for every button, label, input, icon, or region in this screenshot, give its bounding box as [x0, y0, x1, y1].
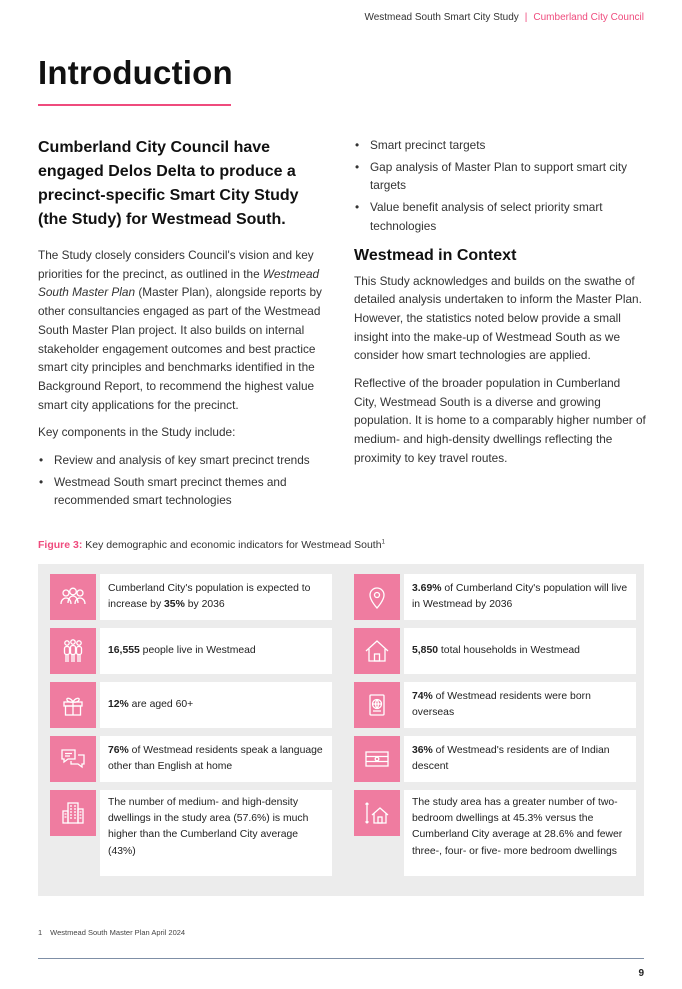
indicator-text: 16,555 people live in Westmead [100, 628, 332, 674]
indicator-text: 3.69% of Cumberland City's population will live in Westmead by 2036 [404, 574, 636, 620]
footnote [38, 928, 185, 937]
footnote-number: 1 [38, 928, 43, 937]
footnote-ref: 1 [381, 539, 385, 546]
indicator-text: 76% of Westmead residents speak a language other than English at home [100, 736, 332, 782]
figure-caption: Figure 3: Key demographic and economic indicators for Westmead South$^1$ [38, 539, 385, 551]
list-item: • Gap analysis of Master Plan to support smart city targets [354, 158, 646, 195]
crowd-icon [50, 628, 96, 674]
footer-divider [38, 958, 644, 959]
right-column [354, 136, 646, 477]
key-components-intro: Key components in the Study include: [38, 425, 236, 440]
people-group-icon [50, 574, 96, 620]
section-heading: Westmead in Context [354, 246, 517, 264]
house-measure-icon [354, 790, 400, 836]
indicator-card [50, 574, 332, 620]
header-doc-title: Westmead South Smart City Study [364, 12, 519, 23]
indicator-card [354, 628, 636, 674]
indicator-card [354, 574, 636, 620]
flag-icon [354, 736, 400, 782]
left-column [38, 136, 330, 513]
indicator-text: 36% of Westmead's residents are of Indian descent [404, 736, 636, 782]
indicator-card [50, 628, 332, 674]
indicator-card [50, 682, 332, 728]
house-icon [354, 628, 400, 674]
figure-label: Figure 3: [38, 539, 83, 551]
passport-icon [354, 682, 400, 728]
lead-paragraph: Cumberland City Council have engaged Delos Delta to produce a precinct-specific Smart City Study (the Study) for Westmead South. [38, 139, 299, 228]
indicator-card [50, 736, 332, 782]
running-header [364, 12, 644, 23]
gift-icon [50, 682, 96, 728]
header-org: Cumberland City Council [533, 12, 644, 23]
list-item: • Value benefit analysis of select priority smart technologies [354, 198, 646, 235]
indicator-card [50, 790, 332, 876]
list-item: • Review and analysis of key smart precinct trends [38, 451, 330, 470]
list-item: • Westmead South smart precinct themes and recommended smart technologies [38, 473, 330, 510]
title-underline [38, 104, 231, 106]
header-separator: | [524, 12, 528, 23]
indicator-text: The number of medium- and high-density dwellings in the study area (57.6%) is much higher than the Cumberland City average (43%) [100, 790, 332, 876]
indicator-text: Cumberland City's population is expected to increase by 35% by 2036 [100, 574, 332, 620]
indicator-text: The study area has a greater number of two-bedroom dwellings at 45.3% versus the Cumberland City average at 28.6% and fewer three-, four- or five- more bedroom dwellings [404, 790, 636, 876]
indicator-text: 12% are aged 60+ [100, 682, 332, 728]
footnote-text: Westmead South Master Plan April 2024 [50, 928, 186, 937]
page-title: Introduction [38, 54, 233, 91]
key-components-list-continued [354, 136, 646, 236]
indicator-card [354, 790, 636, 876]
speech-bubbles-icon [50, 736, 96, 782]
indicator-card [354, 736, 636, 782]
context-paragraph-1: This Study acknowledges and builds on the swathe of detailed analysis undertaken to inform the Master Plan. However, the statistics noted below provide a small insight into the make-up of Westmead South as we consider how smart technologies are applied. [354, 273, 642, 363]
map-pin-icon [354, 574, 400, 620]
master-plan-title: Westmead South Master Plan [38, 266, 320, 300]
indicator-card [354, 682, 636, 728]
list-item: • Smart precinct targets [354, 136, 646, 155]
indicator-text: 74% of Westmead residents were born overseas [404, 682, 636, 728]
intro-paragraph: The Study closely considers Council's vision and key priorities for the precinct, as outlined in the Westmead South Master Plan (Master Plan), alongside reports by other consultancies engaged as part of the Westmead South Master Plan project. It also builds on internal stakeholder engagement outcomes and best practice smart city principles and benchmarks identified in the Background Report, to recommend the highest value smart city applications for the precinct. [38, 248, 322, 412]
key-components-list [38, 451, 330, 510]
context-paragraph-2: Reflective of the broader population in Cumberland City, Westmead South is a diverse and growing population. It is home to a comparably higher number of medium- and high-density dwellings reflecting the proximity to key travel routes. [354, 376, 646, 465]
apartment-building-icon [50, 790, 96, 836]
indicators-panel [38, 564, 644, 896]
indicator-text: 5,850 total households in Westmead [404, 628, 636, 674]
page-number: 9 [638, 968, 644, 979]
